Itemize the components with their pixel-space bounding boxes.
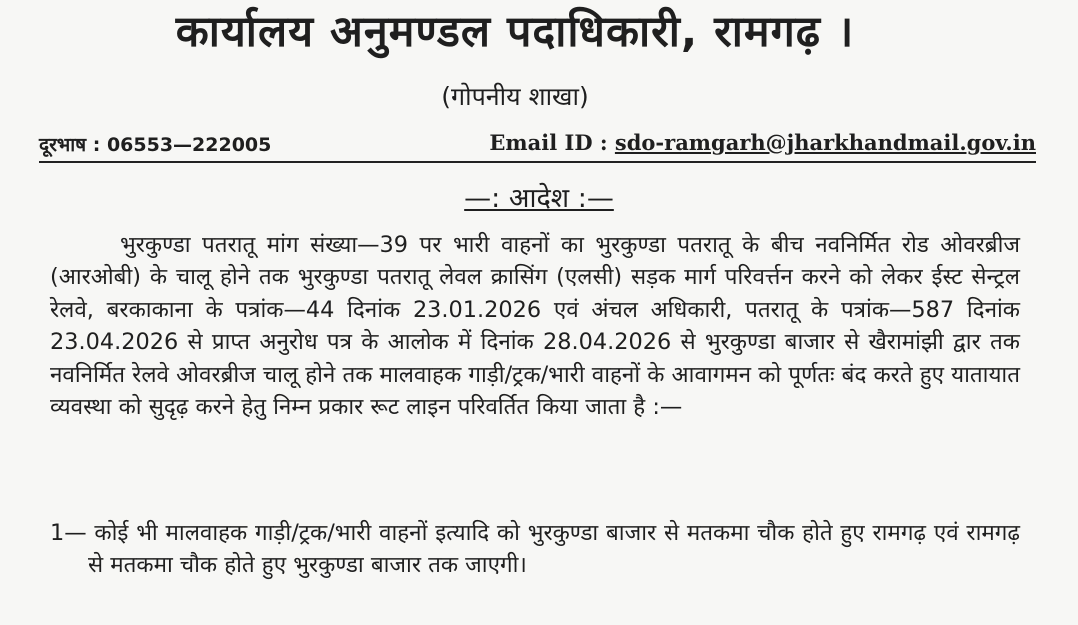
order-heading: [0, 181, 1078, 217]
order-item-1: 1— कोई भी मालवाहक गाड़ी/ट्रक/भारी वाहनों इत्यादि को भुरकुण्डा बाजार से मतकमा चौक होते हुए रामगढ़ एवं रामगढ़ से मतकमा चौक होते हुए भुरकुण्डा बाजार तक जाएगी।: [50, 520, 1020, 579]
office-branch: (गोपनीय शाखा): [441, 82, 589, 111]
email-label: Email ID :: [489, 130, 608, 155]
office-title: कार्यालय अनुमण्डल पदाधिकारी, रामगढ़ ।: [175, 7, 855, 57]
email-link[interactable]: sdo-ramgarh@jharkhandmail.gov.in: [614, 130, 1036, 155]
contact-bar: [39, 129, 1036, 163]
order-paragraph: भुरकुण्डा पतरातू मांग संख्या—39 पर भारी वाहनों का भुरकुण्डा पतरातू के बीच नवनिर्मित रोड ओवरब्रीज (आरओबी) के चालू होने तक भुरकुण्डा पतरातू लेवल क्रासिंग (एलसी) सड़क मार्ग परिवर्त्तन करने को लेकर ईस्ट सेन्ट्रल रेलवे, बरकाकाना के पत्रांक—44 दिनांक 23.01.2026 एवं अंचल अधिकारी, पतरातू के पत्रांक—587 दिनांक 23.04.2026 से प्राप्त अनुरोध पत्र के आलोक में दिनांक 28.04.2026 से भुरकुण्डा बाजार से खैरामांझी द्वार तक नवनिर्मित रेलवे ओवरब्रीज चालू होने तक मालवाहक गाड़ी/ट्रक/भारी वाहनों के आवागमन को पूर्णतः बंद करते हुए यातायात व्यवस्था को सुदृढ़ करने हेतु निम्न प्रकार रूट लाइन परिवर्तित किया जाता है :—: [50, 232, 1020, 421]
phone-number: दूरभाष : 06553—222005: [39, 134, 272, 156]
order-heading-text: —: आदेश :—: [464, 183, 614, 214]
email-info: [489, 129, 1036, 157]
